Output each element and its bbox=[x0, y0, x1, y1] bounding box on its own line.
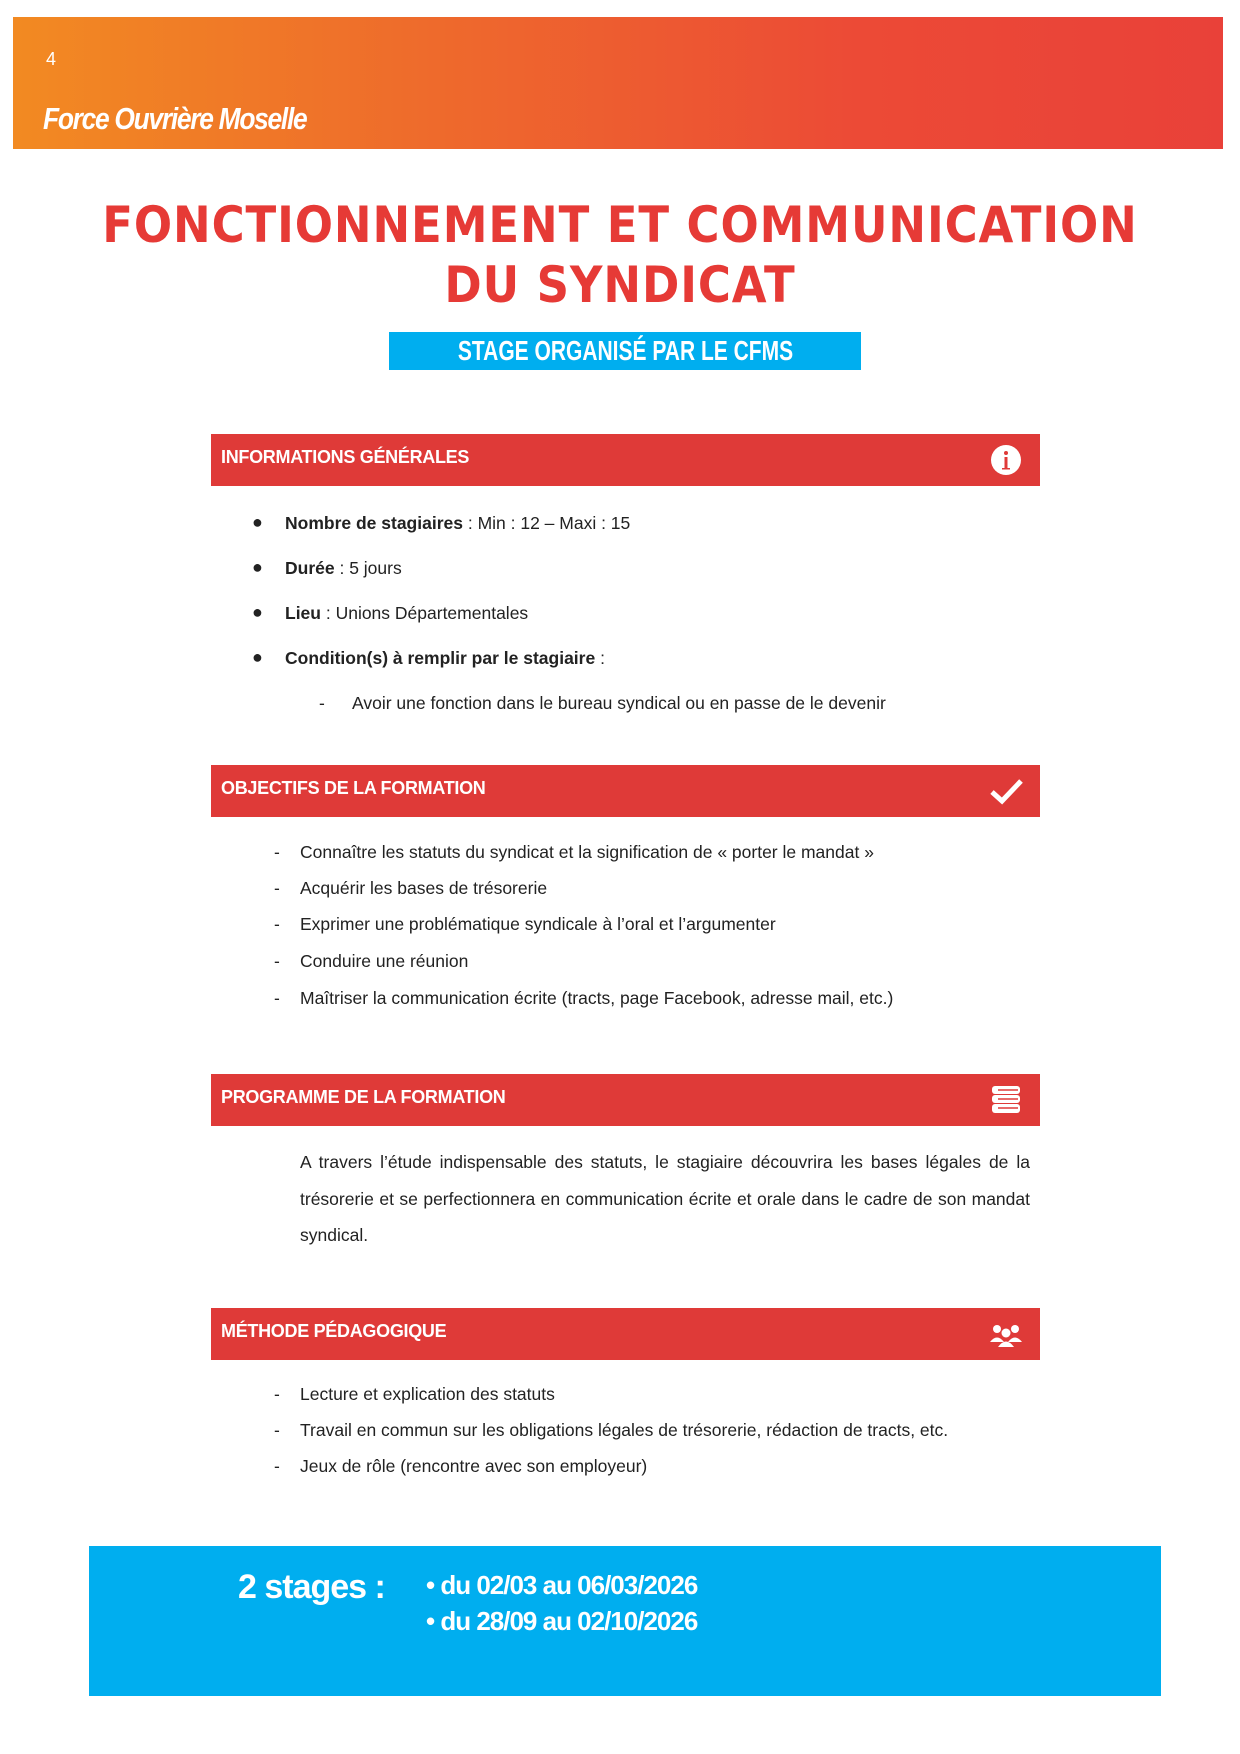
objective-item: Acquérir les bases de trésorerie bbox=[300, 878, 548, 898]
dash: - bbox=[274, 951, 280, 971]
objective-item: Exprimer une problématique syndicale à l’oral et l’argumenter bbox=[300, 914, 776, 934]
info-icon bbox=[988, 442, 1024, 478]
section-header-programme bbox=[211, 1074, 1040, 1126]
dash: - bbox=[274, 988, 280, 1008]
subtitle-banner bbox=[389, 332, 861, 370]
dash: - bbox=[319, 693, 325, 713]
page-title-line1: FONCTIONNEMENT ET COMMUNICATION bbox=[102, 196, 1138, 254]
method-item: Travail en commun sur les obligations légales de trésorerie, rédaction de tracts, etc. bbox=[300, 1420, 949, 1440]
info-item: Durée : 5 jours bbox=[285, 558, 402, 578]
objective-item: Connaître les statuts du syndicat et la signification de « porter le mandat » bbox=[300, 842, 874, 862]
objective-item: Maîtriser la communication écrite (tracts, page Facebook, adresse mail, etc.) bbox=[300, 988, 894, 1008]
method-item: Jeux de rôle (rencontre avec son employeur) bbox=[300, 1456, 648, 1476]
section-title: OBJECTIFS DE LA FORMATION bbox=[221, 778, 486, 798]
dash: - bbox=[274, 914, 280, 934]
header-banner bbox=[13, 17, 1223, 149]
books-icon bbox=[988, 1082, 1024, 1118]
section-title: INFORMATIONS GÉNÉRALES bbox=[221, 447, 470, 467]
programme-text: A travers l’étude indispensable des statuts, le stagiaire découvrira les bases légales de la trésorerie et se perfectionnera en communication écrite et orale dans le cadre de son mandat syndical. bbox=[300, 1152, 1030, 1245]
dash: - bbox=[274, 842, 280, 862]
subtitle: STAGE ORGANISÉ PAR LE CFMS bbox=[457, 335, 793, 366]
bullet: ● bbox=[252, 557, 263, 577]
bullet: ● bbox=[252, 512, 263, 532]
info-sub-item: Avoir une fonction dans le bureau syndical ou en passe de le devenir bbox=[352, 693, 886, 713]
info-item: Nombre de stagiaires : Min : 12 – Maxi : 15 bbox=[285, 513, 631, 533]
bullet: ● bbox=[252, 647, 263, 667]
dates-box bbox=[89, 1546, 1161, 1696]
date-item: • du 02/03 au 06/03/2026 bbox=[426, 1570, 698, 1600]
page-title-line2: DU SYNDICAT bbox=[444, 256, 796, 314]
section-title: MÉTHODE PÉDAGOGIQUE bbox=[221, 1321, 447, 1341]
objective-item: Conduire une réunion bbox=[300, 951, 469, 971]
dash: - bbox=[274, 1456, 280, 1476]
page-number: 4 bbox=[46, 49, 57, 69]
group-icon bbox=[988, 1316, 1024, 1352]
bullet: ● bbox=[252, 602, 263, 622]
info-item: Condition(s) à remplir par le stagiaire : bbox=[285, 648, 605, 668]
dash: - bbox=[274, 878, 280, 898]
section-title: PROGRAMME DE LA FORMATION bbox=[221, 1087, 506, 1107]
method-item: Lecture et explication des statuts bbox=[300, 1384, 555, 1404]
section-header-info bbox=[211, 434, 1040, 486]
dash: - bbox=[274, 1384, 280, 1404]
section-header-method bbox=[211, 1308, 1040, 1360]
section-header-objectives bbox=[211, 765, 1040, 817]
organization-name: Force Ouvrière Moselle bbox=[43, 101, 307, 136]
dash: - bbox=[274, 1420, 280, 1440]
info-item: Lieu : Unions Départementales bbox=[285, 603, 529, 623]
date-item: • du 28/09 au 02/10/2026 bbox=[426, 1606, 698, 1636]
check-icon bbox=[988, 773, 1024, 809]
dates-label: 2 stages : bbox=[238, 1568, 385, 1606]
